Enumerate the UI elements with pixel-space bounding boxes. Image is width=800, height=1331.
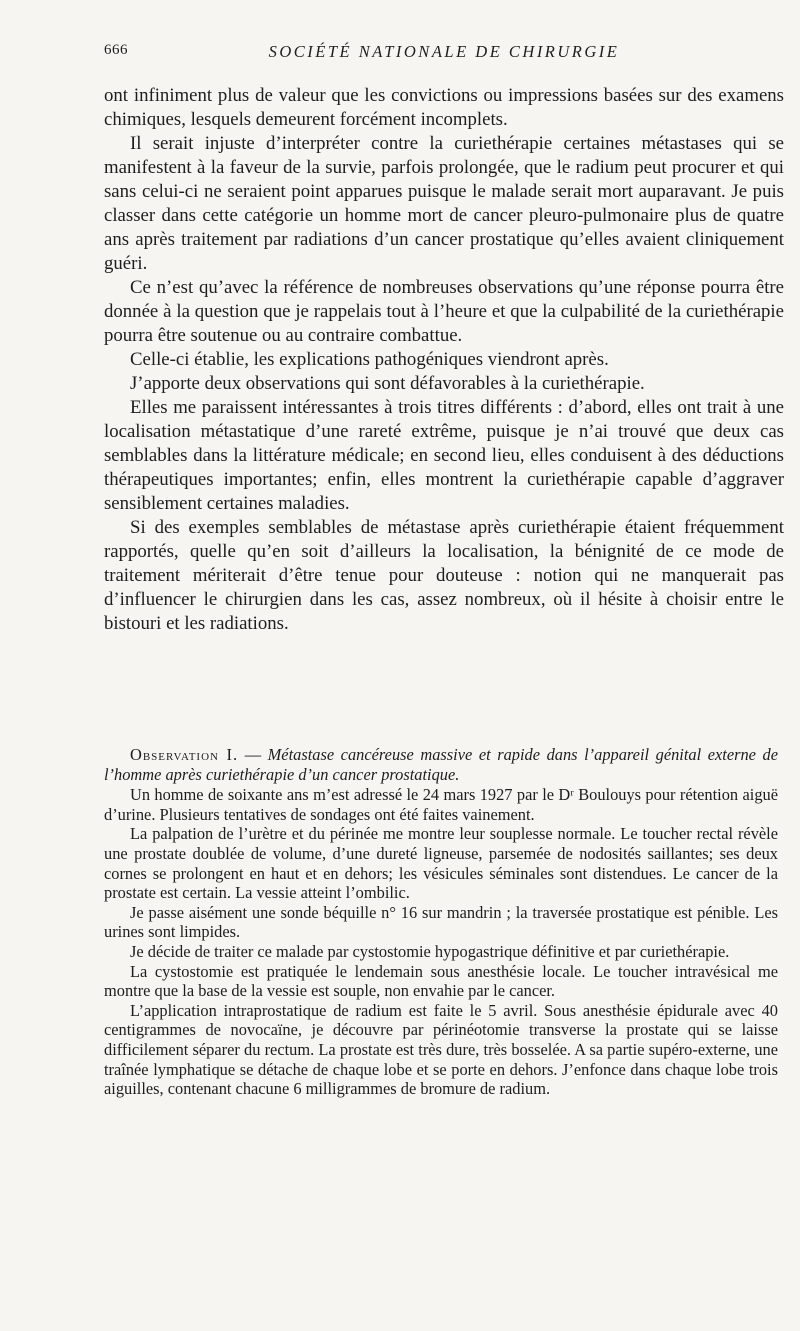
paragraph: Elles me paraissent intéressantes à trois titres différents : d’abord, elles ont trait à une localisation métastatique d’une rareté extrême, puisque je n’ai trouvé que deux cas semblables dans la littérature médicale; en second lieu, elles conduisent à des déductions thérapeutiques importantes; enfin, elles montrent la curiethérapie capable d’aggraver sensiblement certaines maladies. — [104, 397, 784, 514]
observation-paragraph: La cystostomie est pratiquée le lendemain sous anesthésie locale. Le toucher intravésical me montre que la base de la vessie est souple, non envahie par le cancer. — [104, 961, 778, 1001]
paragraph: Si des exemples semblables de métastase après curiethérapie étaient fréquemment rapportés, quelle qu’en soit d’ailleurs la localisation, la bénignité de ce mode de traitement mériterait d’être tenue pour douteuse : notion qui ne manquerait pas d’influencer le chirurgien dans les cas, assez nombreux, où il hésite à choisir entre le bistouri et les radiations. — [104, 517, 784, 634]
paragraph: Il serait injuste d’interpréter contre la curiethérapie certaines métastases qui se manifestent à la faveur de la survie, parfois prolongée, que le radium peut procurer et qui sans celui-ci ne seraient point apparues puisque le malade serait mort auparavant. Je puis classer dans cette catégorie un homme mort de cancer pleuro-pulmonaire plus de quatre ans après traitement par radiations d’un cancer prostatique qu’elles avaient cliniquement guéri. — [104, 133, 784, 274]
paragraph: Ce n’est qu’avec la référence de nombreuses observations qu’une réponse pourra être donnée à la question que je rappelais tout à l’heure et que la culpabilité de la curiethérapie pourra être soutenue ou au contraire combattue. — [104, 277, 784, 346]
paragraph: Celle-ci établie, les explications pathogéniques viendront après. — [130, 349, 609, 370]
observation-title: Métastase cancéreuse massive et rapide dans l’appareil génital externe de l’homme après curiethérapie d’un cancer prostatique. — [104, 745, 778, 784]
observation-label: Observation I. — [130, 745, 239, 764]
paragraph: J’apporte deux observations qui sont défavorables à la curiethérapie. — [130, 373, 645, 394]
observation-paragraph: L’application intraprostatique de radium est faite le 5 avril. Sous anesthésie épidurale avec 40 centigrammes de novocaïne, je découvre par périnéotomie transverse la prostate qui se laisse difficilement séparer du rectum. La prostate est très dure, très bosselée. A sa partie supéro-externe, une traînée lymphatique se détache de chaque lobe et se porte en dehors. J’enfonce dans chaque lobe trois aiguilles, contenant chacune 6 milligrammes de bromure de radium. — [104, 1000, 778, 1099]
running-title: SOCIÉTÉ NATIONALE DE CHIRURGIE — [268, 42, 620, 61]
observation-paragraph: Je décide de traiter ce malade par cystostomie hypogastrique définitive et par curiethérapie. — [130, 941, 730, 961]
main-text — [104, 84, 784, 636]
page-number: 666 — [104, 42, 128, 58]
observation-paragraph: Je passe aisément une sonde béquille n° 16 sur mandrin ; la traversée prostatique est pénible. Les urines sont limpides. — [104, 902, 778, 942]
observation-paragraph: La palpation de l’urètre et du périnée me montre leur souplesse normale. Le toucher rectal révèle une prostate doublée de volume, d’une dureté ligneuse, parsemée de nodosités saillantes; ses deux cornes se prolongent en haut et en dehors; les vésicules séminales sont distendues. Le cancer de la prostate est certain. La vessie atteint l’ombilic. — [104, 824, 778, 903]
observation-heading — [104, 745, 778, 784]
observation-paragraph: Un homme de soixante ans m’est adressé le 24 mars 1927 par le Dʳ Boulouys pour rétention aiguë d’urine. Plusieurs tentatives de sondages ont été faites vainement. — [104, 785, 778, 824]
page-header — [104, 42, 784, 66]
observation-dash: — — [238, 745, 268, 764]
observation-section — [104, 745, 778, 1099]
paragraph: ont infiniment plus de valeur que les convictions ou impressions basées sur des examens chimiques, lesquels demeurent forcément incomplets. — [104, 85, 784, 130]
